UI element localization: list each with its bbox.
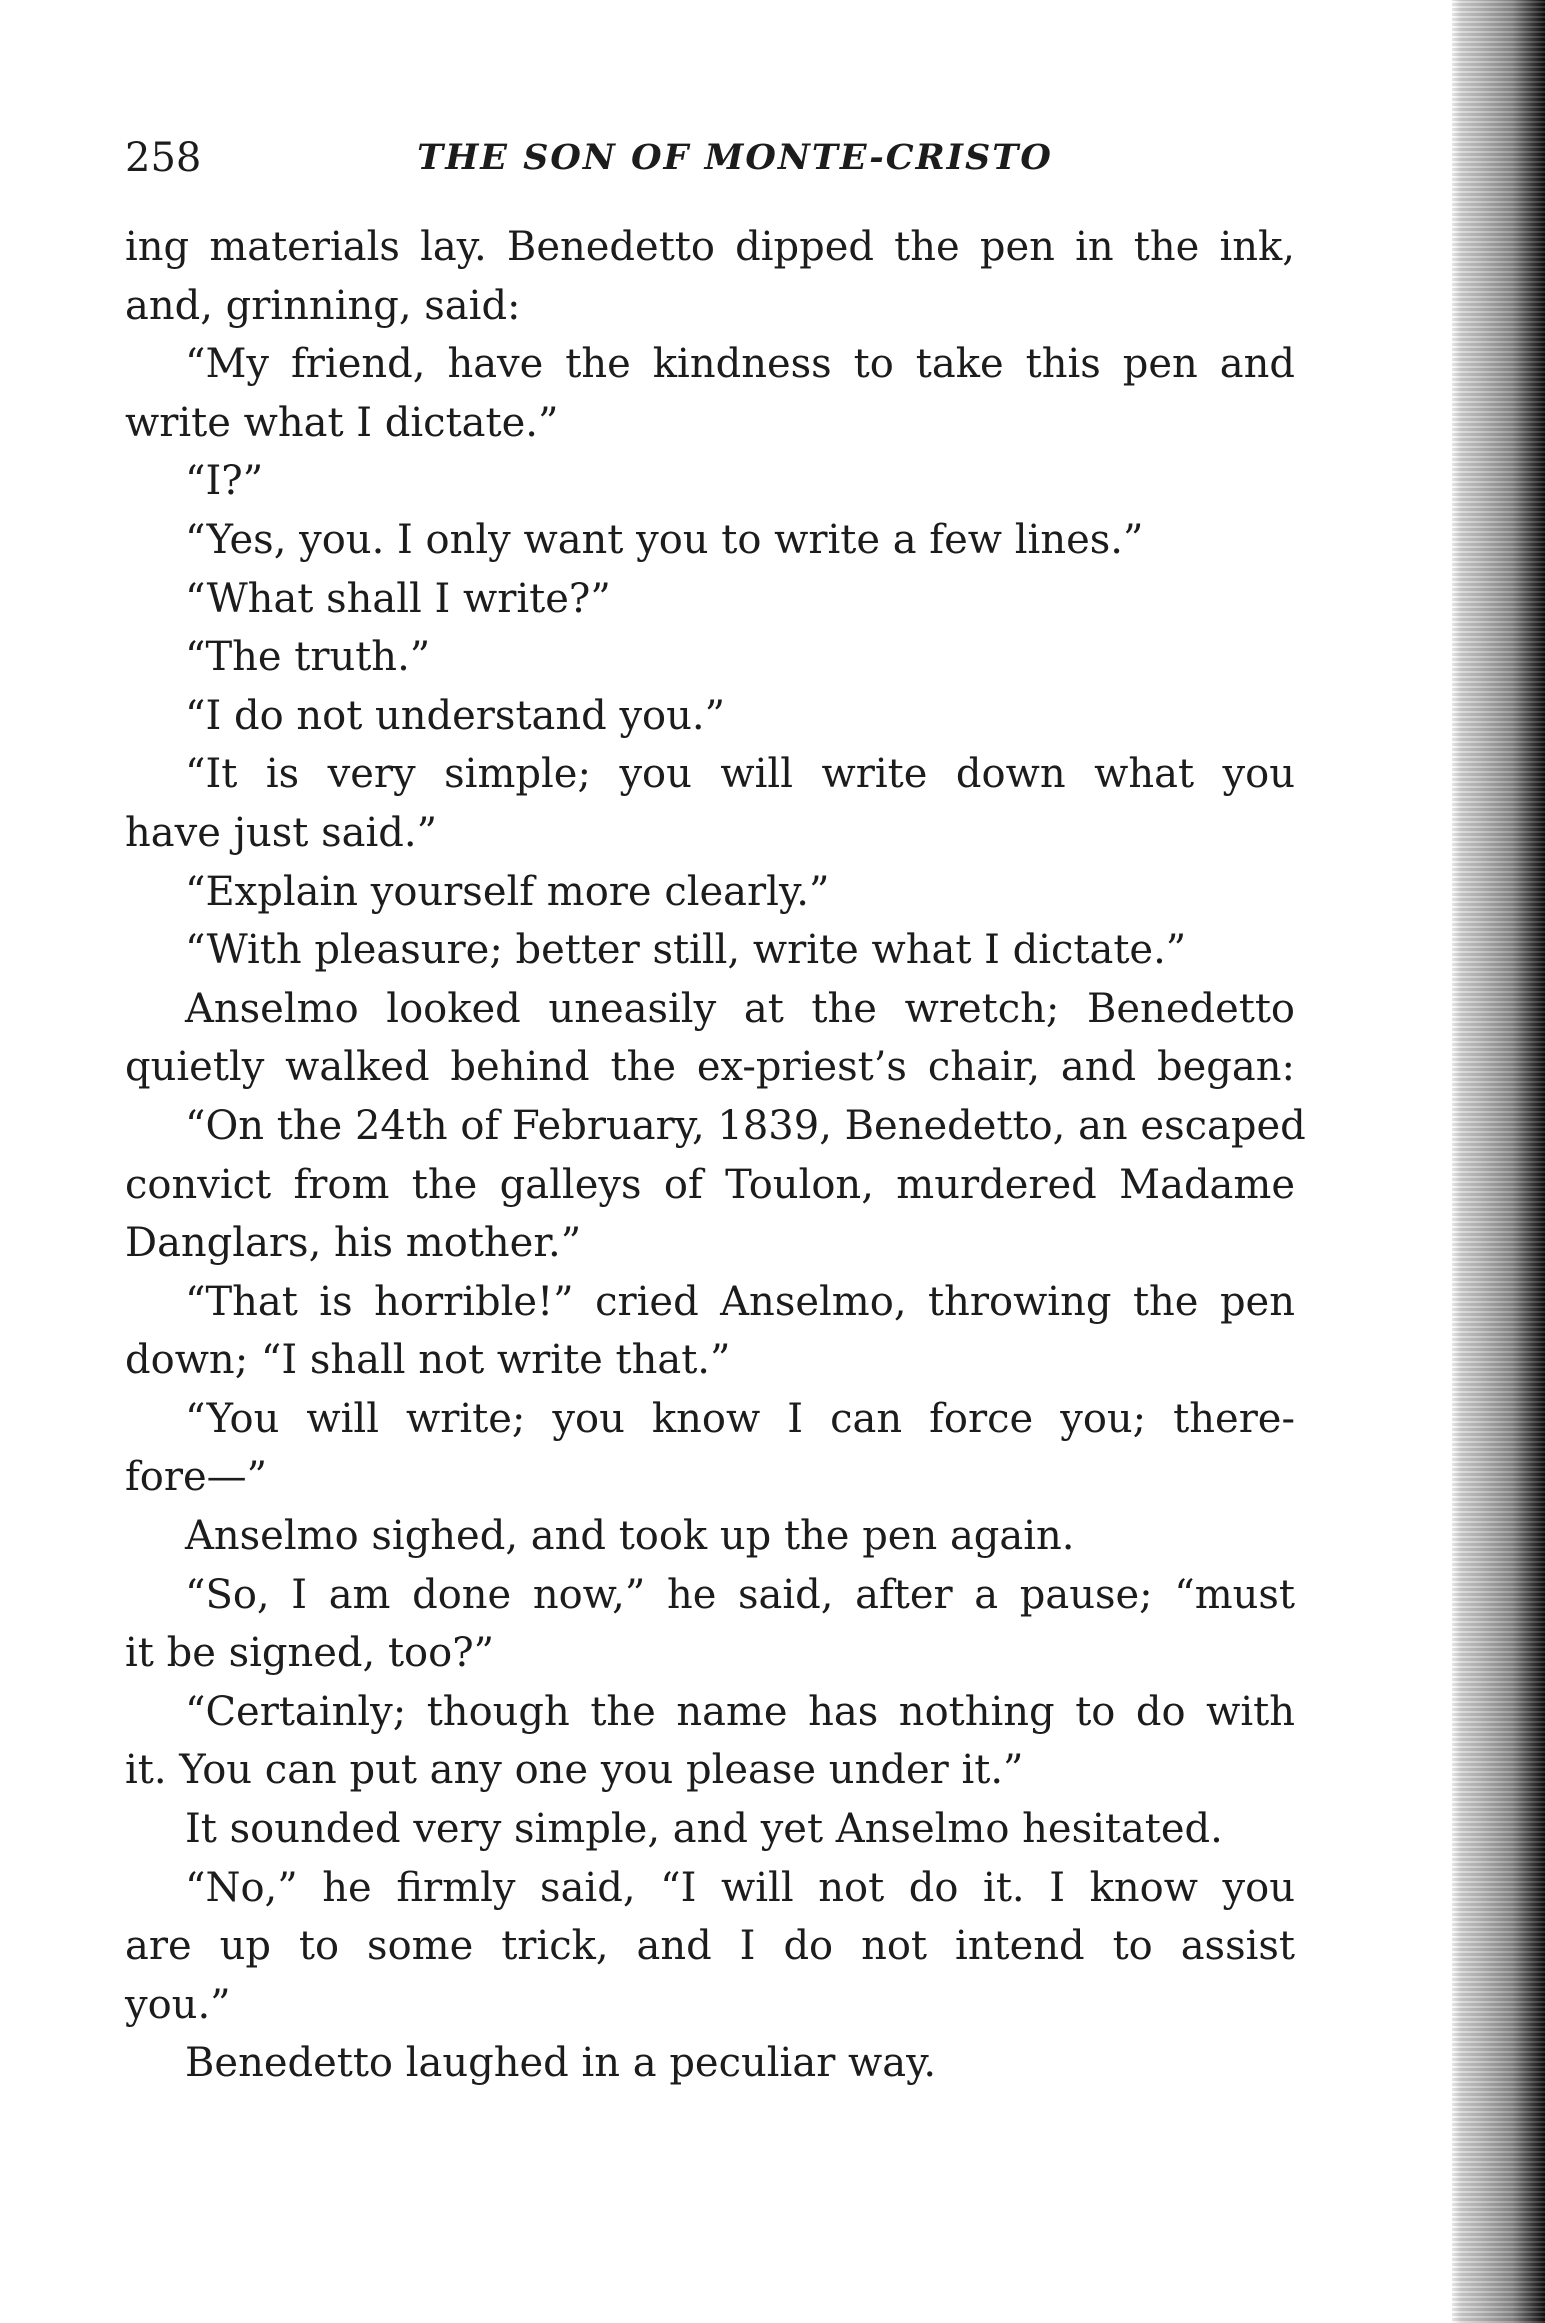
- text-line: it. You can put any one you please under it.”: [125, 1747, 1024, 1794]
- text-line: ing materials lay. Benedetto dipped the pen in the ink,: [125, 224, 1295, 270]
- text-line: convict from the galleys of Toulon, murdered Madame: [125, 1161, 1295, 1208]
- page-number: 258: [125, 135, 202, 181]
- text-line: you.”: [125, 1981, 231, 2028]
- text-line: “Explain yourself more clearly.”: [185, 868, 830, 915]
- page-header: [125, 128, 1295, 188]
- text-line: Anselmo looked uneasily at the wretch; Benedetto: [185, 985, 1295, 1032]
- text-line: quietly walked behind the ex-priest’s chair, and began:: [125, 1044, 1295, 1091]
- text-line: “Yes, you. I only want you to write a few lines.”: [185, 516, 1144, 563]
- running-title: THE SON OF MONTE-CRISTO: [417, 137, 1053, 178]
- text-line: are up to some trick, and I do not intend to assist: [125, 1923, 1295, 1970]
- body-text: [125, 218, 1306, 2093]
- text-line: “That is horrible!” cried Anselmo, throwing the pen: [185, 1278, 1295, 1325]
- text-line: Anselmo sighed, and took up the pen again.: [185, 1513, 1075, 1560]
- scanned-page-gutter-shadow: [1452, 0, 1545, 2323]
- text-line: Benedetto laughed in a peculiar way.: [185, 2040, 937, 2087]
- text-line: fore—”: [125, 1454, 268, 1501]
- text-line: “So, I am done now,” he said, after a pause; “must: [185, 1571, 1295, 1618]
- text-line: “I do not understand you.”: [185, 692, 726, 739]
- text-line: “I?”: [185, 458, 264, 505]
- text-line: “My friend, have the kindness to take this pen and: [185, 341, 1295, 388]
- text-line: “What shall I write?”: [185, 575, 611, 622]
- text-line: it be signed, too?”: [125, 1630, 495, 1677]
- text-line: Danglars, his mother.”: [125, 1220, 582, 1267]
- text-line: “You will write; you know I can force you; there-: [185, 1395, 1295, 1442]
- text-line: “On the 24th of February, 1839, Benedetto, an escaped: [185, 1102, 1306, 1149]
- text-line: and, grinning, said:: [125, 282, 521, 329]
- text-line: write what I dictate.”: [125, 399, 559, 446]
- text-line: It sounded very simple, and yet Anselmo hesitated.: [185, 1806, 1223, 1853]
- text-line: “The truth.”: [185, 634, 431, 681]
- text-line: “With pleasure; better still, write what I dictate.”: [185, 927, 1187, 974]
- text-line: down; “I shall not write that.”: [125, 1337, 731, 1384]
- text-line: have just said.”: [125, 809, 438, 856]
- text-line: “It is very simple; you will write down what you: [185, 751, 1295, 798]
- text-line: “No,” he firmly said, “I will not do it. I know you: [185, 1864, 1295, 1911]
- text-line: “Certainly; though the name has nothing to do with: [185, 1688, 1295, 1735]
